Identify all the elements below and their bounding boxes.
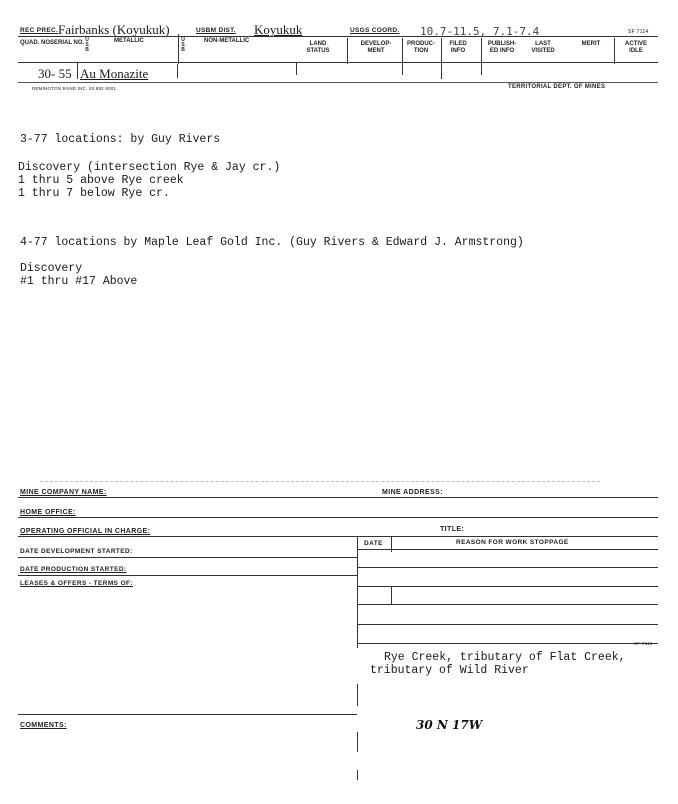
note-line-5: 4-77 locations by Maple Leaf Gold Inc. (Guy Rivers & Edward J. Armstrong): [20, 236, 524, 249]
header-divider-bottom: [18, 62, 658, 63]
table-rule: [357, 732, 358, 752]
field-rule: [18, 517, 658, 518]
field-rule: [18, 575, 357, 576]
col-development: DEVELOP- MENT: [360, 41, 392, 54]
col-rule: [441, 38, 442, 64]
remark-line-1: Rye Creek, tributary of Flat Creek,: [384, 651, 626, 664]
note-line-2: Discovery (intersection Rye & Jay cr.): [18, 161, 281, 174]
col-quad-no: QUAD. NO.: [20, 40, 52, 46]
table-rule: [357, 624, 658, 625]
leases-offers-label: LEASES & OFFERS - TERMS OF:: [20, 580, 133, 587]
date-col-label: DATE: [364, 540, 383, 547]
remark-line-2: tributary of Wild River: [370, 664, 529, 677]
col-filed-info: FILED INFO: [449, 41, 467, 54]
table-rule: [357, 604, 658, 605]
col-rule: [614, 38, 615, 64]
col-merit: MERIT: [581, 41, 601, 47]
quad-serial-value: 30- 55: [38, 66, 72, 81]
table-rule: [357, 684, 358, 706]
col-active-idle: ACTIVE IDLE: [624, 41, 647, 54]
table-rule: [357, 536, 358, 648]
handwritten-township: 30 N 17W: [416, 718, 483, 732]
printer-line: REMINGTON RAND INC. 20 882 5001: [32, 86, 117, 91]
date-production-label: DATE PRODUCTION STARTED:: [20, 566, 127, 573]
home-office-label: HOME OFFICE:: [20, 509, 76, 516]
col-land-status: LAND STATUS: [306, 41, 330, 54]
col-rule: [178, 34, 179, 64]
form-code-top: SF 7114: [628, 29, 649, 35]
col-published-info: PUBLISH- ED INFO: [487, 41, 517, 54]
col-production: PRODUC- TION: [407, 41, 435, 54]
note-line-7: #1 thru #17 Above: [20, 275, 138, 288]
col-usbm-1: U S B: [85, 37, 89, 53]
row-rule: [77, 63, 78, 79]
rec-prec-label: REC PREC.: [20, 27, 59, 34]
mine-address-label: MINE ADDRESS:: [382, 489, 443, 496]
col-metallic: METALLIC: [114, 38, 144, 44]
col-non-metallic: NON-METALLIC: [204, 38, 250, 44]
table-rule: [357, 586, 658, 587]
note-line-1: 3-77 locations: by Guy Rivers: [20, 133, 221, 146]
table-rule: [357, 643, 658, 644]
table-rule: [391, 586, 392, 604]
col-usbm-2: U S B: [181, 37, 185, 53]
usbm-dist-value: Koyukuk: [254, 22, 303, 37]
usbm-dist-label: USBM DIST.: [196, 27, 236, 34]
field-rule: [376, 497, 658, 498]
faint-rule: [40, 481, 600, 482]
col-rule: [347, 38, 348, 64]
col-rule: [402, 38, 403, 64]
field-rule: [18, 557, 357, 558]
row-rule: [441, 63, 442, 79]
col-rule: [481, 38, 482, 64]
reason-col-label: REASON FOR WORK STOPPAGE: [456, 539, 569, 546]
mine-company-name-label: MINE COMPANY NAME:: [20, 489, 107, 496]
date-development-label: DATE DEVELOPMENT STARTED:: [20, 548, 133, 555]
table-rule: [357, 549, 658, 550]
field-rule: [18, 714, 357, 715]
col-last-visited: LAST VISITED: [531, 41, 555, 54]
field-rule: [18, 497, 376, 498]
note-line-4: 1 thru 7 below Rye cr.: [18, 187, 170, 200]
row-rule: [177, 64, 178, 78]
metallic-value: Au Monazite: [80, 66, 149, 81]
usgs-coord-value: 10.7-11.5, 7.1-7.4: [420, 25, 540, 38]
rec-prec-value: Fairbanks (Koyukuk): [58, 22, 170, 37]
territorial-dept: TERRITORIAL DEPT. OF MINES: [508, 84, 606, 90]
header-divider-row: [18, 82, 658, 83]
table-rule: [357, 567, 658, 568]
form-code-bottom: SF 7115: [634, 641, 653, 646]
usgs-coord-label: USGS COORD.: [350, 27, 400, 34]
title-label: TITLE:: [440, 526, 465, 533]
col-serial-no: SERIAL NO.: [50, 40, 85, 46]
table-rule: [357, 770, 358, 780]
row-rule: [481, 63, 482, 75]
note-line-3: 1 thru 5 above Rye creek: [18, 174, 184, 187]
row-rule: [296, 63, 297, 75]
comments-label: COMMENTS:: [20, 722, 67, 729]
note-line-6: Discovery: [20, 262, 83, 275]
row-rule: [402, 63, 403, 75]
operating-official-label: OPERATING OFFICIAL IN CHARGE:: [20, 528, 151, 535]
field-rule: [18, 536, 658, 537]
